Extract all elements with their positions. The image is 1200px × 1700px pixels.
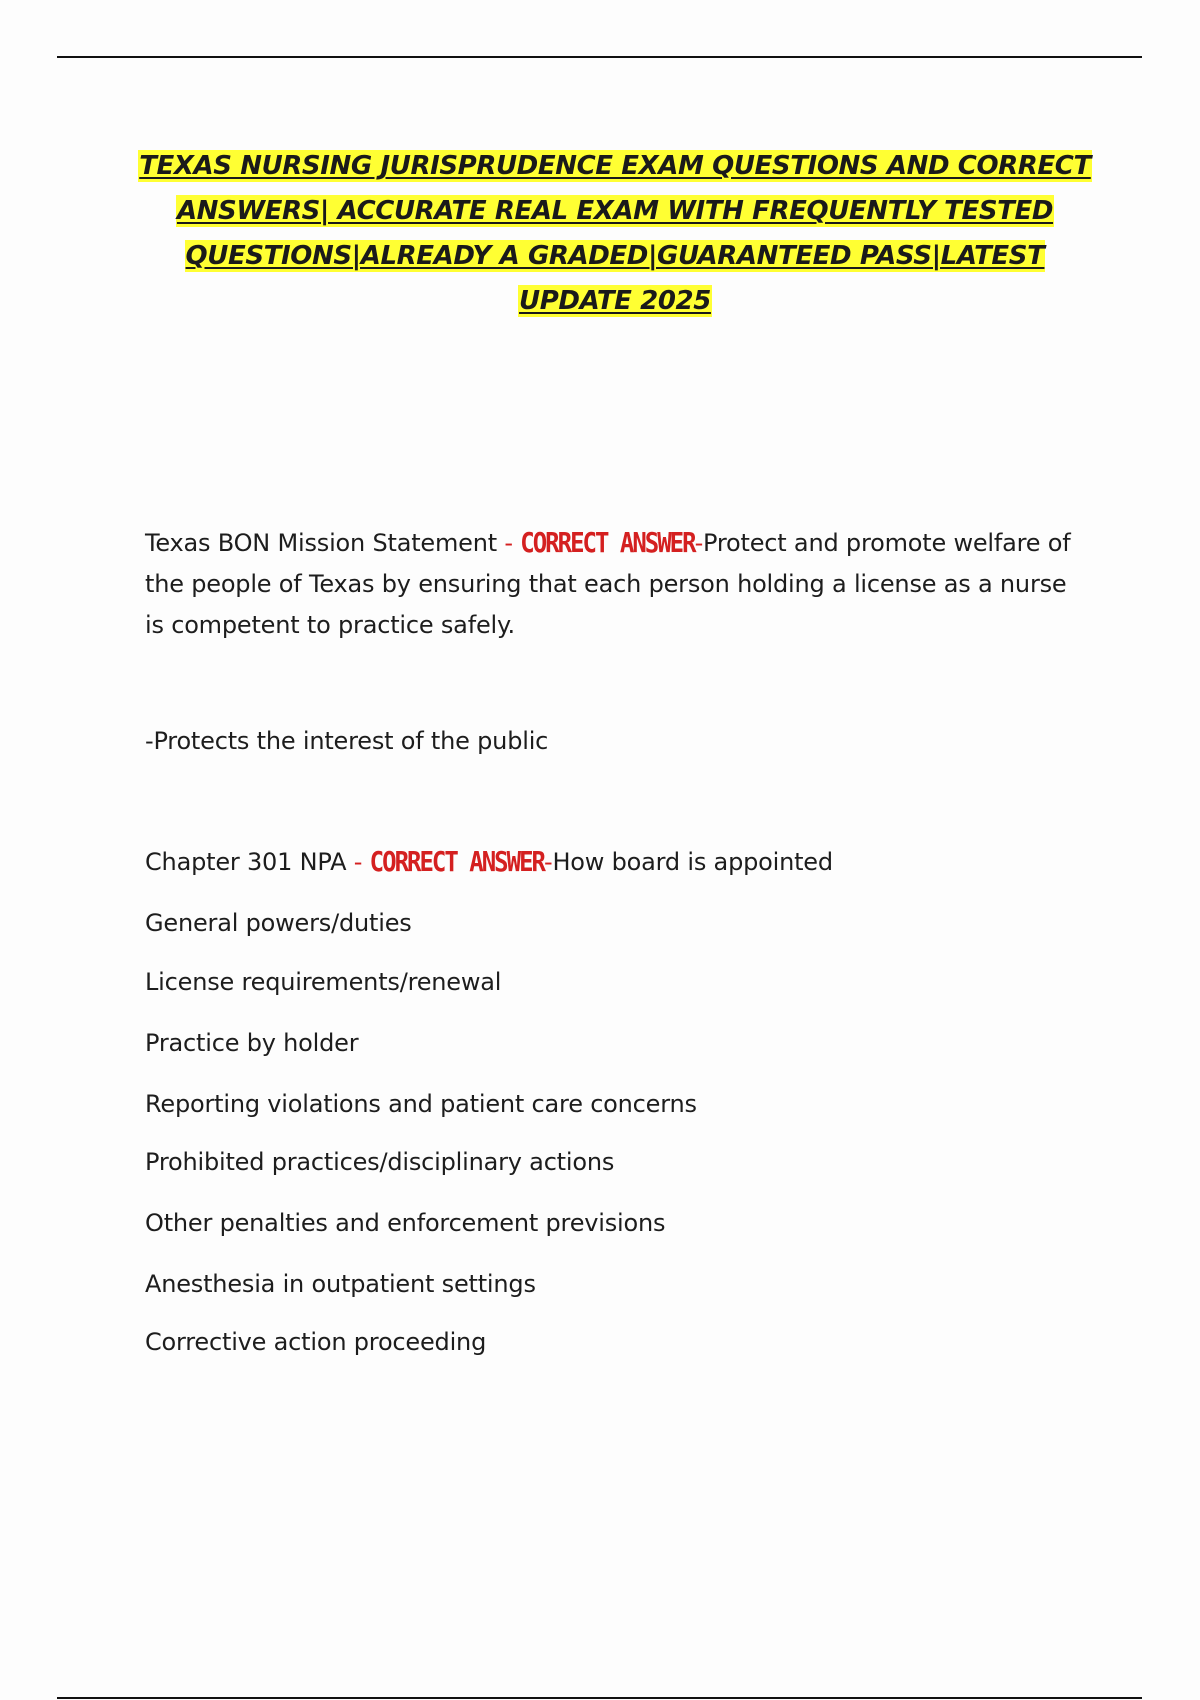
- list-item: Prohibited practices/disciplinary actions: [145, 1148, 615, 1176]
- list-item: Corrective action proceeding: [145, 1328, 487, 1356]
- question-text: Chapter 301 NPA: [145, 848, 347, 876]
- list-item: License requirements/renewal: [145, 968, 502, 996]
- list-item: Anesthesia in outpatient settings: [145, 1270, 536, 1298]
- answer-separator: -: [496, 529, 521, 557]
- correct-answer-tag: CORRECT ANSWER: [520, 526, 695, 560]
- answer-tag-suffix: -: [694, 529, 704, 557]
- title-line-2: ANSWERS| ACCURATE REAL EXAM WITH FREQUENTLY TESTED: [176, 196, 1054, 226]
- title-line-3: QUESTIONS|ALREADY A GRADED|GUARANTEED PASS|LATEST: [185, 241, 1045, 271]
- question-text: Texas BON Mission Statement: [145, 529, 497, 557]
- list-item: Other penalties and enforcement previsions: [145, 1209, 666, 1237]
- title-line-1: TEXAS NURSING JURISPRUDENCE EXAM QUESTIONS AND CORRECT: [139, 151, 1091, 181]
- answer-tag-suffix: -: [543, 848, 553, 876]
- footer-rule: [57, 1697, 1142, 1699]
- answer-extra-line: -Protects the interest of the public: [145, 727, 549, 755]
- header-rule: [57, 56, 1142, 58]
- correct-answer-tag: CORRECT ANSWER: [369, 845, 544, 879]
- answer-text: Protect and promote welfare of the people of Texas by ensuring that each person holding a license as a nurse is competent to practice safely.: [145, 529, 1071, 639]
- document-title: [120, 144, 1110, 324]
- qa-item-mission: [145, 523, 1075, 646]
- list-item: Reporting violations and patient care concerns: [145, 1090, 697, 1118]
- title-line-4: UPDATE 2025: [519, 286, 711, 316]
- list-item: General powers/duties: [145, 909, 412, 937]
- answer-separator: -: [346, 848, 370, 876]
- list-item: Practice by holder: [145, 1029, 359, 1057]
- answer-text: How board is appointed: [552, 848, 833, 876]
- qa-item-chapter-301: [145, 845, 833, 879]
